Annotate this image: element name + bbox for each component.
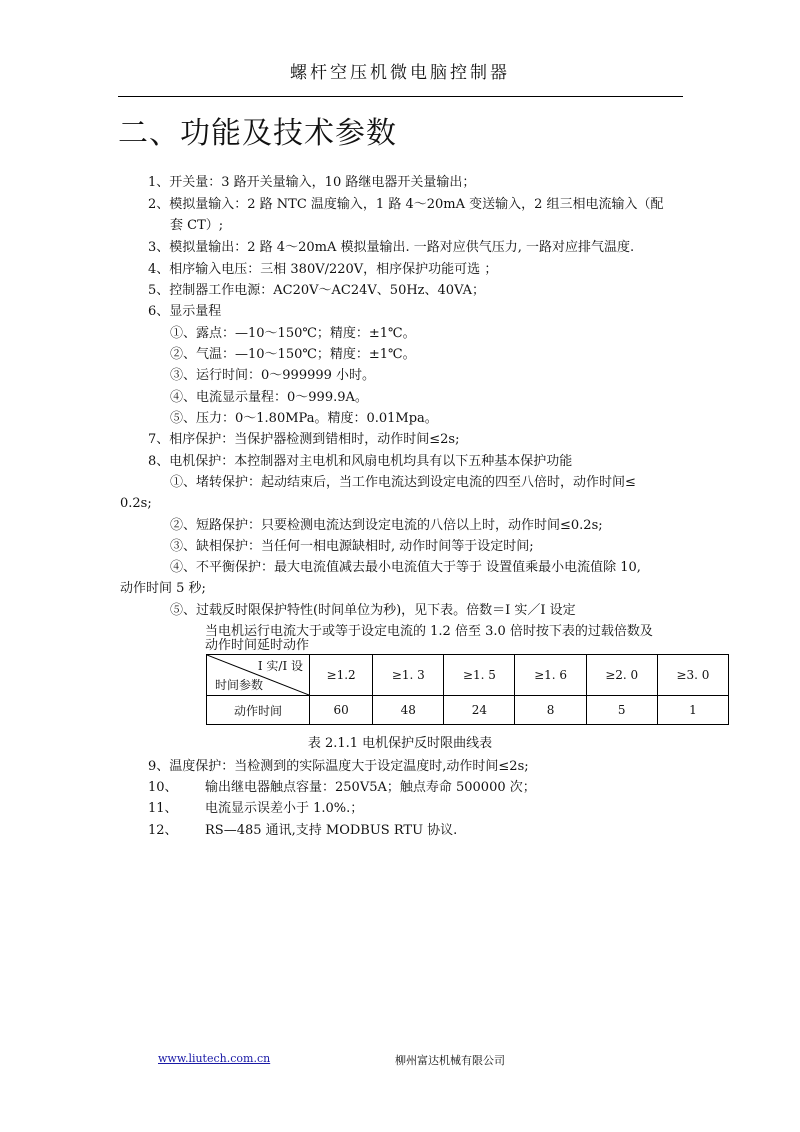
item-2-line-1: 2、模拟量输入：2 路 NTC 温度输入，1 路 4～20mA 变送输入，2 组三相电流输入（配 <box>148 197 664 212</box>
item-8-2: ②、短路保护：只要检测电流达到设定电流的八倍以上时，动作时间≤0.2s; <box>170 518 603 533</box>
item-8: 8、电机保护：本控制器对主电机和风扇电机均具有以下五种基本保护功能 <box>148 454 573 469</box>
multiplier-cell: ≥1.2 <box>310 655 373 696</box>
item-8-5: ⑤、过载反时限保护特性(时间单位为秒)，见下表。倍数＝I 实／I 设定 <box>170 603 576 618</box>
item-10-text: 输出继电器触点容量：250V5A；触点寿命 500000 次； <box>205 780 536 795</box>
time-cell: 60 <box>310 696 373 725</box>
table-caption: 表 2.1.1 电机保护反时限曲线表 <box>307 736 493 751</box>
item-8-4-line-2: 动作时间 5 秒; <box>120 581 206 596</box>
page-header-title: 螺杆空压机微电脑控制器 <box>290 63 510 83</box>
time-cell: 8 <box>515 696 586 725</box>
time-cell: 5 <box>586 696 657 725</box>
item-6-4: ④、电流显示量程：0～999.9A。 <box>170 390 368 405</box>
item-6: 6、显示量程 <box>148 304 222 319</box>
item-4: 4、相序输入电压：三相 380V/220V，相序保护功能可选 ； <box>148 262 498 277</box>
multiplier-cell: ≥1. 3 <box>373 655 444 696</box>
multiplier-cell: ≥1. 6 <box>515 655 586 696</box>
item-3: 3、模拟量输出：2 路 4～20mA 模拟量输出. 一路对应供气压力, 一路对应排气温度. <box>148 240 635 255</box>
item-8-3: ③、缺相保护：当任何一相电源缺相时, 动作时间等于设定时间; <box>170 539 534 554</box>
multiplier-cell: ≥2. 0 <box>586 655 657 696</box>
time-cell: 24 <box>444 696 515 725</box>
diagonal-header-bottom-label: 时间参数 <box>215 678 264 692</box>
item-8-1-line-2: 0.2s; <box>120 496 152 511</box>
time-cell: 48 <box>373 696 444 725</box>
item-2-line-2: 套 CT）; <box>170 218 224 233</box>
item-8-1-line-1: ①、堵转保护：起动结束后，当工作电流达到设定电流的四至八倍时，动作时间≤ <box>170 475 636 490</box>
item-12-number: 12、 <box>148 823 178 838</box>
item-11-number: 11、 <box>148 801 178 816</box>
table-row <box>207 696 729 725</box>
item-8-5-note-line-2: 动作时间延时动作 <box>205 638 310 653</box>
multiplier-cell: ≥3. 0 <box>657 655 728 696</box>
item-10-number: 10、 <box>148 780 178 795</box>
item-6-1: ①、露点：—10～150℃；精度：±1℃。 <box>170 326 416 341</box>
footer-website-link[interactable]: www.liutech.com.cn <box>158 1052 271 1065</box>
section-title: 二、功能及技术参数 <box>118 116 397 151</box>
item-7: 7、相序保护：当保护器检测到错相时，动作时间≤2s; <box>148 432 460 447</box>
footer-company-name: 柳州富达机械有限公司 <box>395 1054 505 1067</box>
row-label-cell: 动作时间 <box>207 696 310 725</box>
overload-table <box>206 654 729 725</box>
item-6-2: ②、气温：—10～150℃；精度：±1℃。 <box>170 347 416 362</box>
item-11-text: 电流显示误差小于 1.0%.； <box>205 801 364 816</box>
header-divider <box>118 96 683 97</box>
item-12-text: RS—485 通讯,支持 MODBUS RTU 协议. <box>205 823 458 838</box>
item-1: 1、开关量：3 路开关量输入，10 路继电器开关量输出； <box>148 175 476 190</box>
item-9: 9、温度保护：当检测到的实际温度大于设定温度时,动作时间≤2s; <box>148 759 529 774</box>
item-5: 5、控制器工作电源：AC20V～AC24V、50Hz、40VA； <box>148 283 485 298</box>
table-header-row <box>207 655 729 696</box>
item-6-5: ⑤、压力：0～1.80MPa。精度：0.01Mpa。 <box>170 411 438 426</box>
diagonal-header-cell <box>207 655 310 696</box>
diagonal-header-top-label: I 实/I 设 <box>257 659 303 673</box>
item-8-4-line-1: ④、不平衡保护：最大电流值减去最小电流值大于等于 设置值乘最小电流值除 10, <box>170 560 641 575</box>
item-6-3: ③、运行时间：0～999999 小时。 <box>170 368 376 383</box>
item-8-5-note-line-1: 当电机运行电流大于或等于设定电流的 1.2 倍至 3.0 倍时按下表的过载倍数及 <box>205 624 653 639</box>
time-cell: 1 <box>657 696 728 725</box>
multiplier-cell: ≥1. 5 <box>444 655 515 696</box>
